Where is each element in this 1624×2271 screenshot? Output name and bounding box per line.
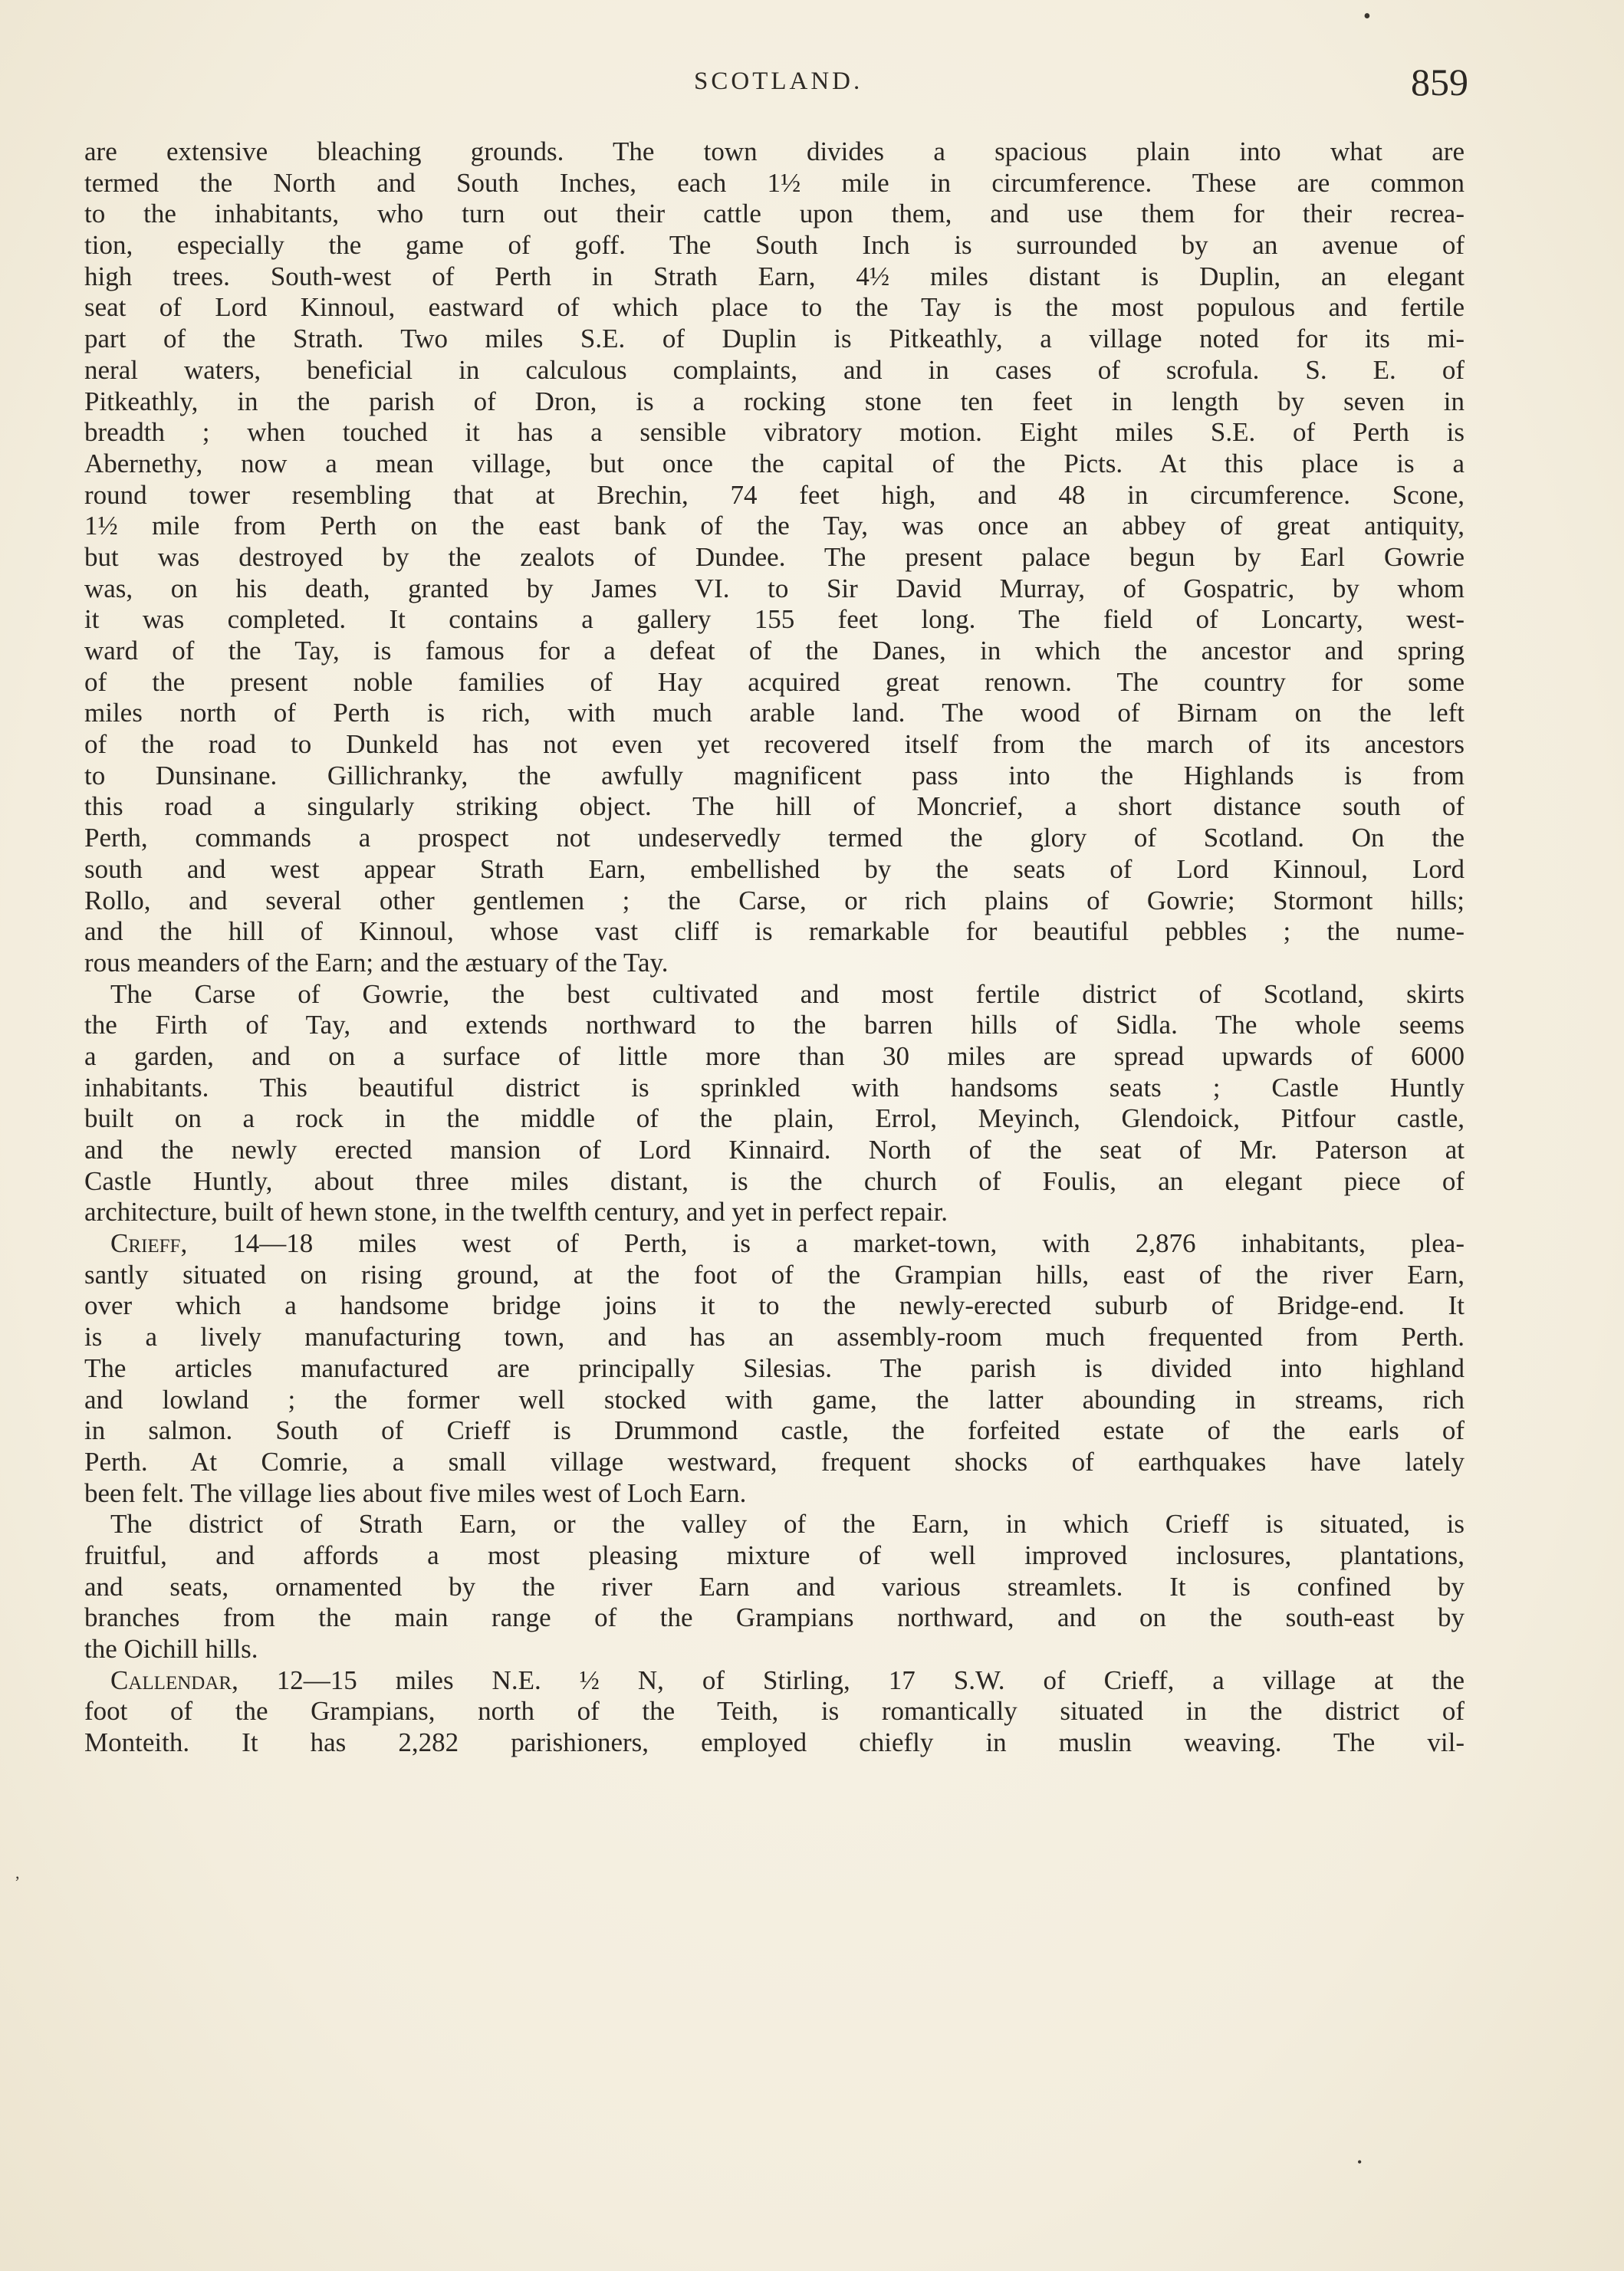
line-text: Castle Huntly, about three miles distant, is the church of Foulis, an elegant piece of <box>84 1165 1465 1196</box>
line-text: rous meanders of the Earn; and the æstuary of the Tay. <box>84 947 669 978</box>
text-line <box>84 1602 1465 1634</box>
line-text: branches from the main range of the Grampians northward, and on the south-east by <box>84 1602 1465 1633</box>
text-line <box>84 1103 1465 1135</box>
text-line <box>84 854 1465 886</box>
line-text: seat of Lord Kinnoul, eastward of which place to the Tay is the most populous and fertile <box>84 292 1465 323</box>
line-text: miles north of Perth is rich, with much arable land. The wood of Birnam on the left <box>84 698 1465 728</box>
text-line <box>84 1166 1465 1198</box>
entry-heading: Callendar <box>110 1665 232 1695</box>
running-title: SCOTLAND. <box>694 67 863 95</box>
line-text: this road a singularly striking object. The hill of Moncrief, a short distance south of <box>84 791 1465 822</box>
text-line <box>84 292 1465 324</box>
line-text: Perth. At Comrie, a small village westward, frequent shocks of earthquakes have lately <box>84 1446 1465 1477</box>
entry-heading: Crieff <box>110 1228 181 1259</box>
text-line <box>84 1665 1465 1697</box>
text-line <box>84 1228 1465 1260</box>
line-text: to the inhabitants, who turn out their cattle upon them, and use them for their recrea- <box>84 199 1465 229</box>
running-head <box>84 61 1468 113</box>
line-text: inhabitants. This beautiful district is sprinkled with handsoms seats ; Castle Huntly <box>84 1072 1465 1103</box>
line-text: south and west appear Strath Earn, embellished by the seats of Lord Kinnoul, Lord <box>84 853 1465 884</box>
text-line <box>84 449 1465 480</box>
line-text: it was completed. It contains a gallery 155 feet long. The field of Loncarty, west- <box>84 604 1465 635</box>
text-line <box>84 199 1465 230</box>
text-line <box>84 1385 1465 1416</box>
line-text: part of the Strath. Two miles S.E. of Duplin is Pitkeathly, a village noted for its mi- <box>84 324 1465 354</box>
text-line <box>84 1010 1465 1041</box>
line-text: of the road to Dunkeld has not even yet recovered itself from the march of its ancestors <box>84 729 1465 760</box>
line-text: the Oichill hills. <box>84 1634 258 1664</box>
line-text: Perth, commands a prospect not undeservedly termed the glory of Scotland. On the <box>84 823 1465 853</box>
line-text: santly situated on rising ground, at the foot of the Grampian hills, east of the river Earn, <box>84 1259 1465 1290</box>
text-line <box>84 355 1465 386</box>
text-line <box>84 823 1465 854</box>
text-line <box>84 698 1465 729</box>
text-line <box>84 1478 1465 1510</box>
text-line <box>84 729 1465 761</box>
line-text: ward of the Tay, is famous for a defeat of the Danes, in which the ancestor and spring <box>84 636 1465 666</box>
line-text: over which a handsome bridge joins it to the newly-erected suburb of Bridge-end. It <box>84 1290 1465 1321</box>
line-text: and lowland ; the former well stocked with game, the latter abounding in streams, rich <box>84 1384 1465 1415</box>
stray-mark-bottom: • <box>1357 2154 1363 2170</box>
line-text: to Dunsinane. Gillichranky, the awfully magnificent pass into the Highlands is from <box>84 760 1465 790</box>
text-line <box>84 511 1465 542</box>
line-text: high trees. South-west of Perth in Strath Earn, 4½ miles distant is Duplin, an elegant <box>84 261 1465 291</box>
line-text: been felt. The village lies about five miles west of Loch Earn. <box>84 1477 747 1508</box>
line-text: The articles manufactured are principally Silesias. The parish is divided into highland <box>84 1352 1465 1383</box>
text-line <box>84 1447 1465 1478</box>
text-line <box>84 604 1465 636</box>
body-text <box>84 136 1465 1759</box>
line-text: Pitkeathly, in the parish of Dron, is a rocking stone ten feet in length by seven in <box>84 386 1465 416</box>
text-line <box>84 1572 1465 1603</box>
line-text: 1½ mile from Perth on the east bank of the Tay, was once an abbey of great antiquity, <box>84 511 1465 541</box>
text-line <box>84 667 1465 698</box>
line-text: are extensive bleaching grounds. The town divides a spacious plain into what are <box>84 136 1465 166</box>
text-line <box>84 1197 1465 1228</box>
text-line <box>84 574 1465 605</box>
text-line <box>84 542 1465 574</box>
text-line <box>84 1073 1465 1104</box>
line-text: fruitful, and affords a most pleasing mixture of well improved inclosures, plantations, <box>84 1540 1465 1570</box>
line-text: The Carse of Gowrie, the best cultivated and most fertile district of Scotland, skirts <box>110 978 1465 1009</box>
text-line <box>84 886 1465 917</box>
line-text: , 14—18 miles west of Perth, is a market-town, with 2,876 inhabitants, plea- <box>180 1228 1465 1259</box>
text-line <box>84 916 1465 948</box>
text-line <box>84 480 1465 511</box>
line-text: breadth ; when touched it has a sensible vibratory motion. Eight miles S.E. of Perth is <box>84 417 1465 448</box>
text-line <box>84 979 1465 1011</box>
line-text: round tower resembling that at Brechin, 74 feet high, and 48 in circumference. Scone, <box>84 479 1465 510</box>
line-text: of the present noble families of Hay acquired great renown. The country for some <box>84 666 1465 697</box>
line-text: The district of Strath Earn, or the valley of the Earn, in which Crieff is situated, is <box>110 1509 1465 1540</box>
line-text: neral waters, beneficial in calculous complaints, and in cases of scrofula. S. E. of <box>84 354 1465 385</box>
line-text: and the newly erected mansion of Lord Kinnaird. North of the seat of Mr. Paterson at <box>84 1135 1465 1165</box>
text-line <box>84 761 1465 792</box>
page-number: 859 <box>1411 61 1468 104</box>
line-text: was, on his death, granted by James VI. to Sir David Murray, of Gospatric, by whom <box>84 573 1465 603</box>
line-text: a garden, and on a surface of little more than 30 miles are spread upwards of 6000 <box>84 1040 1465 1071</box>
text-line <box>84 324 1465 355</box>
text-line <box>84 1509 1465 1540</box>
text-line <box>84 1135 1465 1166</box>
line-text: tion, especially the game of goff. The South Inch is surrounded by an avenue of <box>84 230 1465 261</box>
text-line <box>84 136 1465 168</box>
text-line <box>84 948 1465 979</box>
line-text: in salmon. South of Crieff is Drummond castle, the forfeited estate of the earls of <box>84 1415 1465 1446</box>
text-line <box>84 1041 1465 1073</box>
text-line <box>84 1290 1465 1322</box>
line-text: , 12—15 miles N.E. ½ N, of Stirling, 17 S.W. of Crieff, a village at the <box>232 1665 1465 1695</box>
line-text: is a lively manufacturing town, and has an assembly-room much frequented from Perth. <box>84 1322 1465 1352</box>
text-line <box>84 636 1465 667</box>
line-text: Abernethy, now a mean village, but once the capital of the Picts. At this place is a <box>84 448 1465 478</box>
line-text: Monteith. It has 2,282 parishioners, employed chiefly in muslin weaving. The vil- <box>84 1727 1465 1758</box>
text-line <box>84 386 1465 418</box>
text-line <box>84 791 1465 823</box>
text-line <box>84 1415 1465 1447</box>
text-line <box>84 261 1465 293</box>
text-line <box>84 168 1465 199</box>
line-text: and seats, ornamented by the river Earn and various streamlets. It is confined by <box>84 1571 1465 1602</box>
line-text: and the hill of Kinnoul, whose vast cliff is remarkable for beautiful pebbles ; the nume- <box>84 916 1465 947</box>
text-line <box>84 1696 1465 1727</box>
text-line <box>84 1634 1465 1665</box>
line-text: architecture, built of hewn stone, in the twelfth century, and yet in perfect repair. <box>84 1197 948 1228</box>
line-text: but was destroyed by the zealots of Dundee. The present palace begun by Earl Gowrie <box>84 541 1465 572</box>
text-line <box>84 1540 1465 1572</box>
text-line <box>84 230 1465 261</box>
text-line <box>84 417 1465 449</box>
line-text: the Firth of Tay, and extends northward to the barren hills of Sidla. The whole seems <box>84 1010 1465 1040</box>
text-line <box>84 1353 1465 1385</box>
stray-mark-margin: , <box>15 1863 20 1882</box>
line-text: Rollo, and several other gentlemen ; the Carse, or rich plains of Gowrie; Stormont hills; <box>84 885 1465 915</box>
line-text: built on a rock in the middle of the plain, Errol, Meyinch, Glendoick, Pitfour castle, <box>84 1103 1465 1134</box>
stray-mark-top: • <box>1363 5 1371 28</box>
text-line <box>84 1260 1465 1291</box>
text-line <box>84 1322 1465 1353</box>
line-text: termed the North and South Inches, each 1½ mile in circumference. These are common <box>84 167 1465 198</box>
text-line <box>84 1727 1465 1759</box>
line-text: foot of the Grampians, north of the Teith, is romantically situated in the district of <box>84 1696 1465 1727</box>
